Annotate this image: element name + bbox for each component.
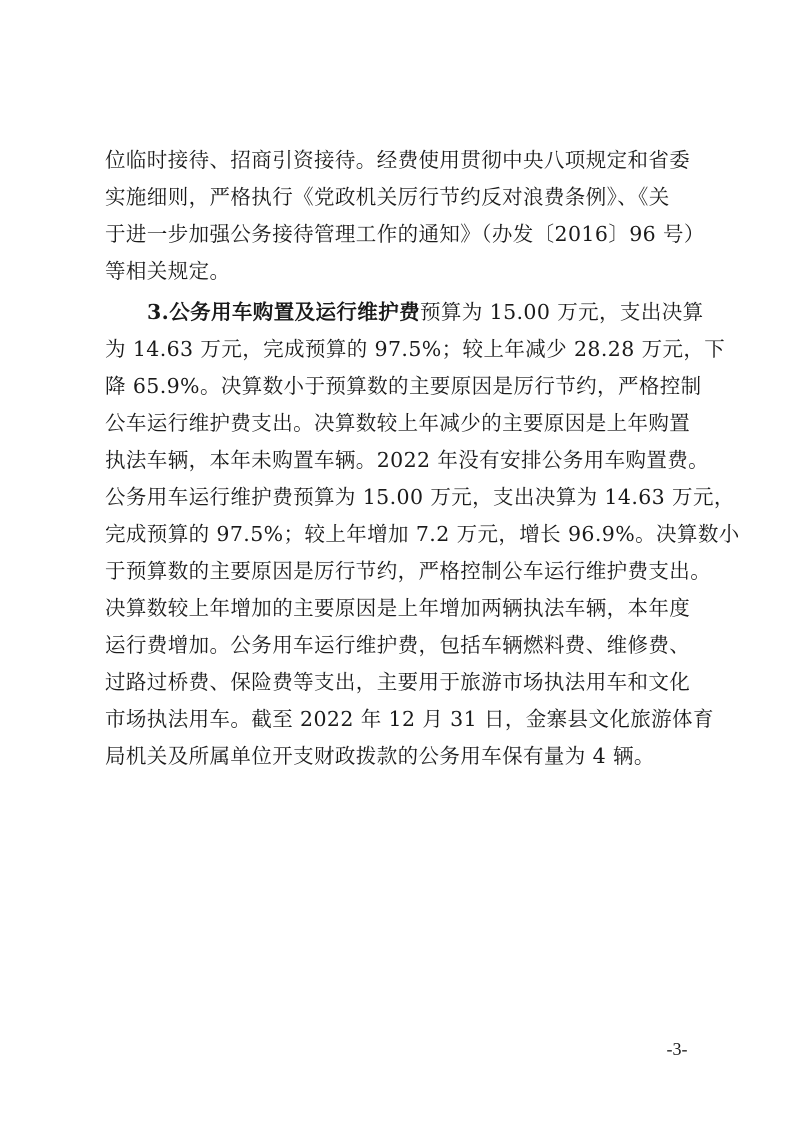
paragraph-line: 完成预算的 97.5%；较上年增加 7.2 万元，增长 96.9%。决算数小 xyxy=(105,522,740,546)
paragraph-line: 位临时接待、招商引资接待。经费使用贯彻中央八项规定和省委 xyxy=(105,148,691,172)
paragraph-line-text: 预算为 15.00 万元，支出决算 xyxy=(420,300,704,324)
paragraph-line: 决算数较上年增加的主要原因是上年增加两辆执法车辆，本年度 xyxy=(105,596,691,620)
paragraph-line: 市场执法用车。截至 2022 年 12 月 31 日，金寨县文化旅游体育 xyxy=(105,707,714,731)
paragraph-first-line xyxy=(147,297,707,327)
paragraph-line: 为 14.63 万元，完成预算的 97.5%；较上年减少 28.28 万元，下 xyxy=(105,337,726,361)
paragraph-line: 降 65.9%。决算数小于预算数的主要原因是厉行节约，严格控制 xyxy=(105,374,702,398)
paragraph-line: 执法车辆，本年未购置车辆。2022 年没有安排公务用车购置费。 xyxy=(105,448,710,472)
paragraph-line: 于预算数的主要原因是厉行节约，严格控制公车运行维护费支出。 xyxy=(105,559,712,583)
section-heading: 3.公务用车购置及运行维护费 xyxy=(147,300,421,324)
paragraph-line: 公务用车运行维护费预算为 15.00 万元，支出决算为 14.63 万元， xyxy=(105,485,735,509)
paragraph-line: 公车运行维护费支出。决算数较上年减少的主要原因是上年购置 xyxy=(105,411,691,435)
paragraph-line: 于进一步加强公务接待管理工作的通知》（办发〔2016〕96 号） xyxy=(105,222,705,246)
paragraph-line: 过路过桥费、保险费等支出，主要用于旅游市场执法用车和文化 xyxy=(105,670,691,694)
paragraph-line: 实施细则，严格执行《党政机关厉行节约反对浪费条例》、《关 xyxy=(105,185,670,209)
paragraph-line: 局机关及所属单位开支财政拨款的公务用车保有量为 4 辆。 xyxy=(105,744,655,768)
paragraph-line: 等相关规定。 xyxy=(105,259,231,283)
paragraph-line: 运行费增加。公务用车运行维护费，包括车辆燃料费、维修费、 xyxy=(105,633,691,657)
page-number: -3- xyxy=(666,1039,688,1059)
